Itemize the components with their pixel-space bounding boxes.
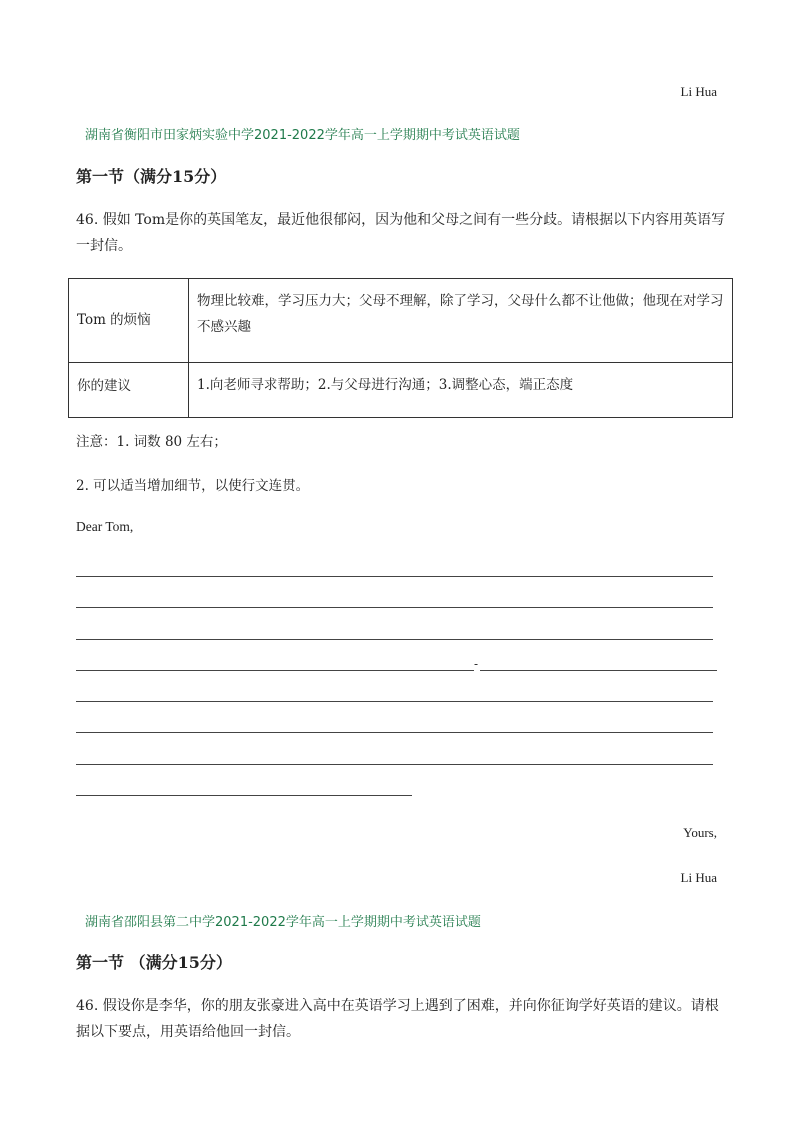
answer-line — [76, 795, 412, 796]
note-word-count: 注意：1. 词数 80 左右； — [76, 434, 227, 450]
dash-mark: - — [474, 657, 479, 671]
source-title-1: 湖南省衡阳市田家炳实验中学2021-2022学年高一上学期期中考试英语试题 — [85, 128, 520, 143]
section-heading-2: 第一节 （满分15分） — [76, 953, 232, 972]
answer-line — [76, 732, 713, 733]
table-value-cell: 物理比较难，学习压力大；父母不理解，除了学习，父母什么都不让他做；他现在对学习不感兴趣 — [189, 279, 733, 363]
closing: Yours, — [683, 825, 717, 840]
section-heading-1: 第一节（满分15分） — [76, 167, 227, 186]
answer-line — [76, 607, 713, 608]
table-value-cell: 1.向老师寻求帮助；2.与父母进行沟通；3.调整心态，端正态度 — [189, 363, 733, 418]
signature: Li Hua — [680, 870, 717, 885]
table-key-cell: Tom 的烦恼 — [69, 279, 189, 363]
salutation: Dear Tom, — [76, 519, 134, 534]
question-46-a: 46. 假如 Tom是你的英国笔友，最近他很郁闷，因为他和父母之间有一些分歧。请根据以下内容用英语写一封信。 — [76, 212, 726, 254]
note-add-details: 2. 可以适当增加细节，以使行文连贯。 — [76, 478, 310, 494]
answer-line — [76, 670, 474, 671]
top-signature: Li Hua — [680, 84, 717, 99]
answer-line — [76, 576, 713, 577]
table-row — [69, 363, 733, 418]
table-key-cell: 你的建议 — [69, 363, 189, 418]
answer-line — [480, 670, 717, 671]
answer-line — [76, 701, 713, 702]
answer-line — [76, 639, 713, 640]
prompt-table — [68, 278, 733, 418]
answer-line — [76, 764, 713, 765]
table-row — [69, 279, 733, 363]
source-title-2: 湖南省邵阳县第二中学2021-2022学年高一上学期期中考试英语试题 — [85, 915, 481, 930]
question-46-b: 46. 假设你是李华，你的朋友张豪进入高中在英语学习上遇到了困难，并向你征询学好英语的建议。请根据以下要点，用英语给他回一封信。 — [76, 998, 719, 1040]
